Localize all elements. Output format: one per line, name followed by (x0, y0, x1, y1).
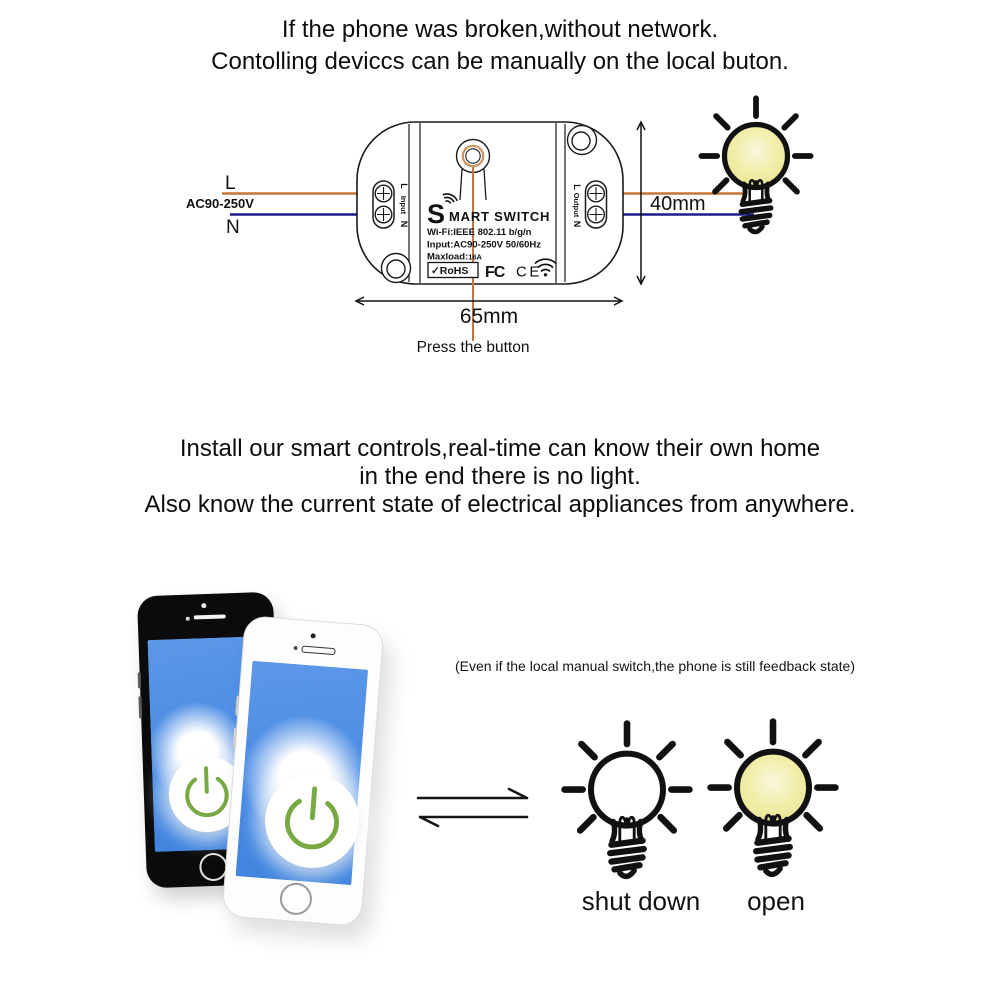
middle-line-1: Install our smart controls,real-time can know their own home (179, 435, 821, 462)
brand-initial: S (427, 199, 446, 229)
camera-dot (310, 633, 315, 638)
app-power-button (262, 770, 363, 871)
brand-rest: MART SWITCH (449, 209, 551, 224)
sensor-dot (186, 617, 190, 621)
phone-screen (236, 661, 369, 885)
maxload-value: 16A (468, 252, 482, 262)
header-text (0, 14, 1000, 78)
home-button (279, 882, 313, 916)
middle-text (0, 435, 1000, 519)
middle-line-2: in the end there is no light. (359, 463, 641, 491)
spec-maxload (427, 252, 483, 263)
input-neutral-label: N (399, 220, 409, 228)
phone-white (221, 615, 384, 927)
header-line-2: Contolling deviccs can be manually on the local buton. (211, 47, 789, 75)
supply-neutral-label: N (226, 217, 240, 238)
bulb-on-icon (701, 718, 845, 898)
input-terminal (373, 181, 394, 228)
input-live-label: L (399, 183, 409, 189)
output-terminal (586, 181, 607, 228)
output-neutral-label: N (572, 220, 582, 228)
width-dim-label: 65mm (459, 305, 519, 328)
wired-bulb-lit (701, 98, 810, 232)
screw-bottom-left-inner (387, 260, 405, 278)
bulb-on-label: open (747, 886, 805, 916)
wiring-diagram (150, 85, 850, 375)
cert-rohs-label: ✓RoHS (431, 265, 469, 277)
side-button (138, 672, 142, 688)
cert-rohs (428, 263, 478, 278)
output-name-label: Output (572, 192, 581, 218)
side-button (233, 727, 238, 747)
side-button (138, 696, 142, 718)
cert-ce-label: CE (516, 263, 542, 281)
side-button (235, 696, 240, 716)
feedback-note: (Even if the local manual switch,the phone is still feedback state) (455, 658, 855, 674)
speaker-slot (301, 646, 335, 656)
speaker-slot (194, 614, 226, 619)
input-name-label: Input (399, 195, 408, 215)
camera-dot (201, 603, 206, 608)
press-note: Press the button (416, 339, 530, 356)
bulb-off-icon (555, 720, 699, 900)
cert-fcc-label: FC (485, 264, 505, 281)
maxload-label: Maxload: (427, 251, 469, 263)
sync-arrows-icon (405, 775, 555, 835)
bulb-off-label: shut down (581, 886, 701, 916)
sensor-dot (293, 646, 297, 650)
height-dim-label: 40mm (650, 193, 706, 215)
height-dimension (637, 122, 645, 284)
supply-voltage-label: AC90-250V (186, 196, 254, 211)
screw-top-right-inner (572, 132, 590, 150)
header-line-1: If the phone was broken,without network. (281, 16, 719, 43)
power-icon (263, 771, 362, 870)
width-dimension (356, 297, 622, 305)
supply-live-label: L (225, 173, 236, 194)
output-live-label: L (572, 184, 582, 190)
spec-wifi: Wi-Fi:IEEE 802.11 b/g/n (427, 227, 532, 238)
middle-line-3: Also know the current state of electrical appliances from anywhere. (144, 491, 856, 519)
spec-input: Input:AC90-250V 50/60Hz (427, 239, 542, 251)
